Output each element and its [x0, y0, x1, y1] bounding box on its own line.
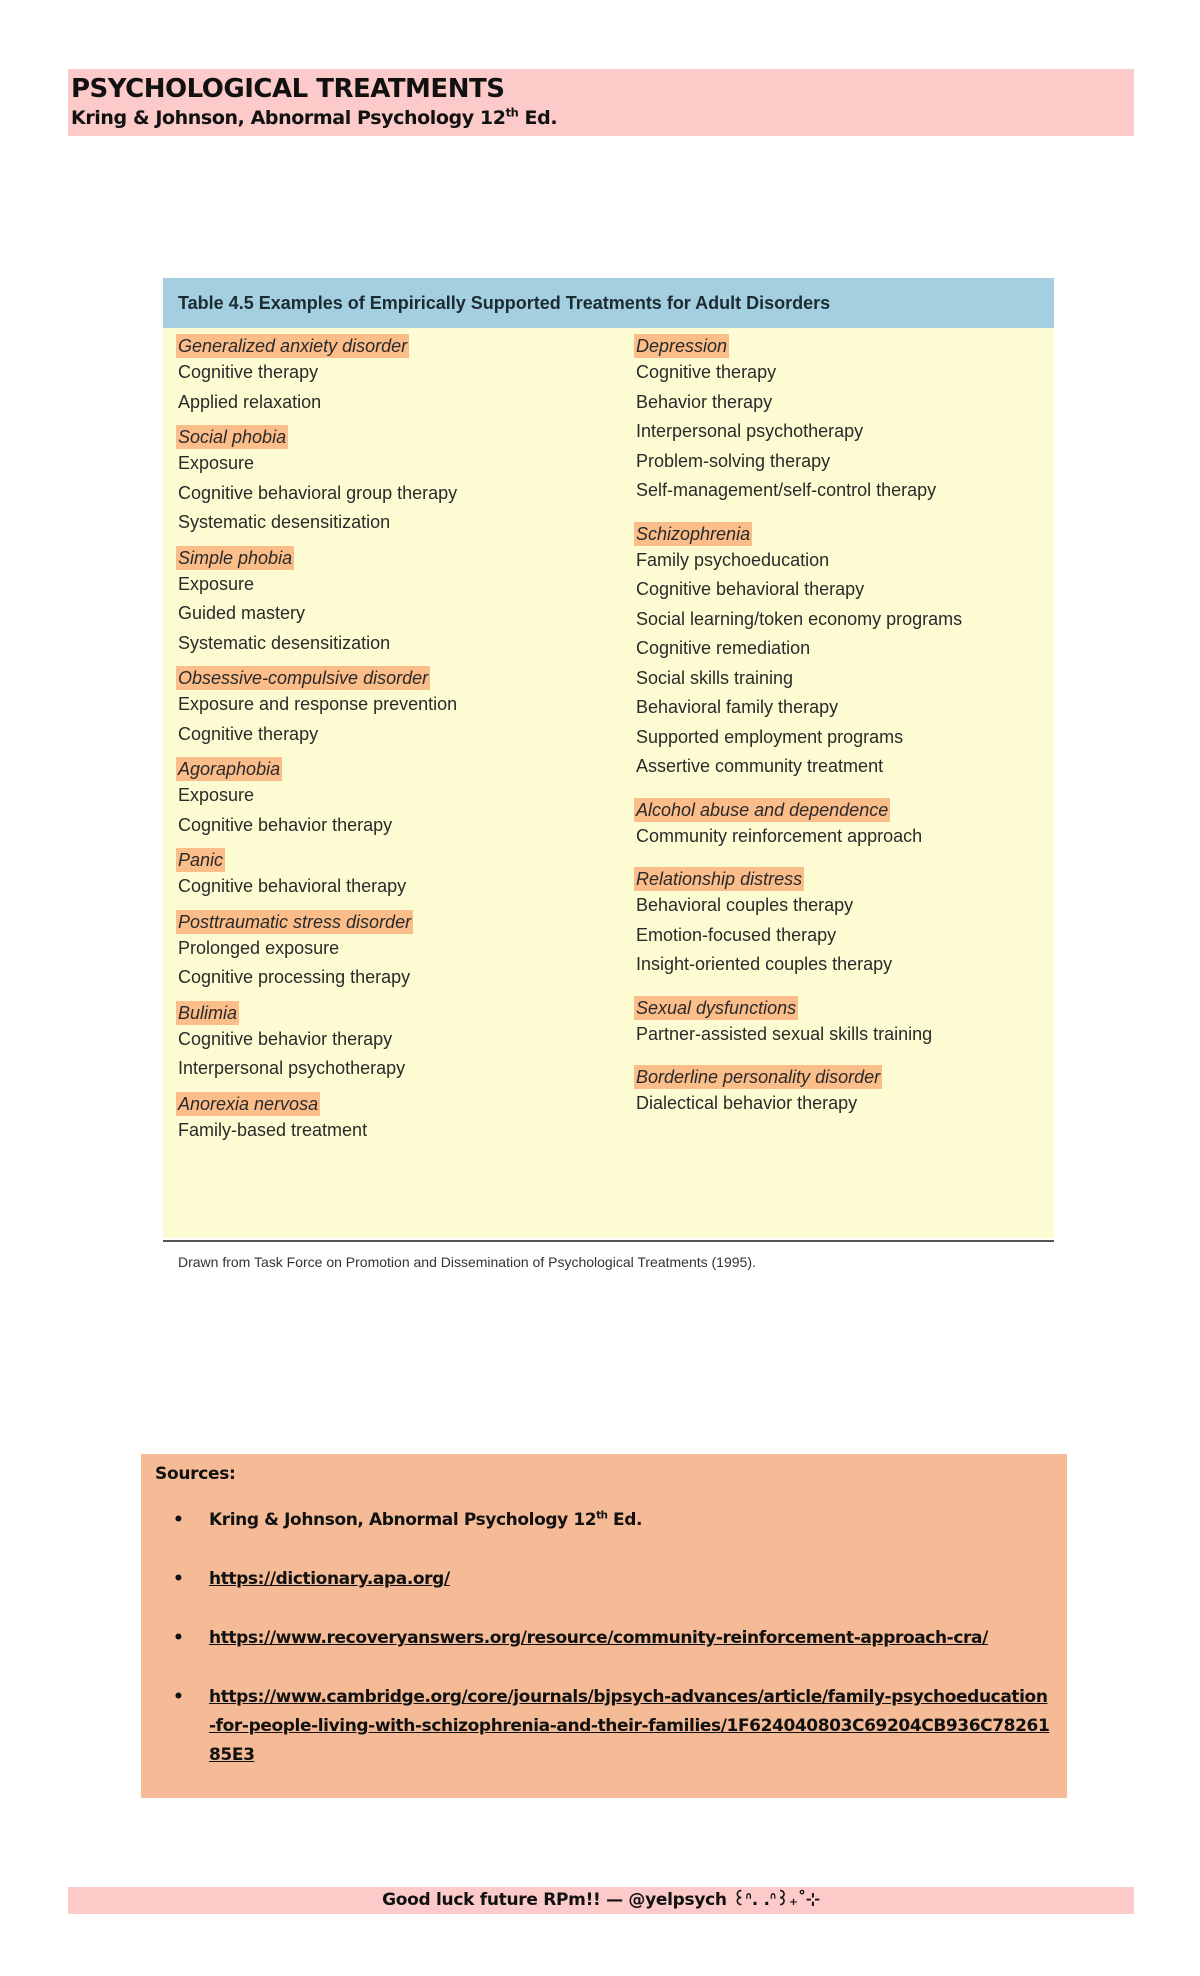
sources-box: [141, 1454, 1067, 1798]
treatment-item: Cognitive behavioral group therapy: [178, 482, 458, 503]
treatment-item: Cognitive behavioral therapy: [636, 579, 865, 599]
treatment-item: Behavioral family therapy: [636, 697, 839, 717]
treatment-item: Cognitive processing therapy: [178, 967, 411, 987]
treatment-item: Self-management/self-control therapy: [636, 480, 937, 500]
treatment-item: Cognitive behavior therapy: [178, 1028, 393, 1049]
source-link-cambridge[interactable]: https://www.cambridge.org/core/journals/bjpsych-advances/article/family-psychoeducation-for-people-living-with-schizophrenia-and-their-families/1F624040803C69204CB936C7826185E3: [209, 1687, 1050, 1765]
disorder-category: Alcohol abuse and dependence: [636, 799, 889, 820]
disorder-group: [178, 848, 618, 902]
treatment-item: Systematic desensitization: [178, 632, 391, 653]
disorder-group: [178, 334, 618, 417]
treatment-item: Cognitive remediation: [636, 638, 811, 658]
page-subtitle: [71, 105, 1130, 131]
disorder-category: Anorexia nervosa: [178, 1093, 319, 1114]
disorder-category: Panic: [178, 850, 224, 870]
treatment-item: Assertive community treatment: [636, 756, 884, 776]
disorder-category: Borderline personality disorder: [636, 1067, 881, 1087]
source-item-link: [209, 1683, 1053, 1770]
left-column: [178, 334, 618, 1153]
treatment-item: Cognitive therapy: [636, 362, 777, 382]
disorder-group: [178, 757, 618, 840]
disorder-group: [178, 666, 618, 749]
treatment-item: Exposure: [178, 453, 255, 473]
disorder-group: [178, 910, 618, 993]
treatment-item: Insight-oriented couples therapy: [636, 954, 893, 974]
treatment-item: Cognitive therapy: [178, 723, 319, 744]
treatment-item: Interpersonal psychotherapy: [636, 421, 864, 441]
treatment-item: Partner-assisted sexual skills training: [636, 1023, 933, 1044]
disorder-category: Depression: [636, 336, 728, 356]
disorder-category: Agoraphobia: [178, 759, 281, 779]
page-footer: Good luck future RPm!! — @yelpsych ꒰ᐢ. .ᐢ꒱₊˚⊹: [68, 1887, 1134, 1914]
treatment-item: Cognitive behavior therapy: [178, 814, 393, 835]
disorder-category: Social phobia: [178, 427, 287, 447]
treatment-item: Family psychoeducation: [636, 549, 830, 570]
treatment-item: Guided mastery: [178, 603, 306, 623]
disorder-group: [636, 996, 1046, 1050]
disorder-group: [636, 867, 1046, 980]
disorder-category: Sexual dysfunctions: [636, 997, 797, 1018]
sources-label: Sources:: [155, 1464, 236, 1484]
subtitle-edition: Ed.: [518, 107, 558, 129]
treatment-item: Systematic desensitization: [178, 512, 391, 532]
disorder-group: [636, 334, 1046, 506]
treatment-item: Exposure and response prevention: [178, 694, 458, 714]
page-header: [68, 69, 1134, 136]
table-divider: [163, 1240, 1054, 1242]
treatment-item: Supported employment programs: [636, 726, 904, 747]
treatment-item: Social skills training: [636, 667, 794, 688]
source-link-apa[interactable]: https://dictionary.apa.org/: [209, 1569, 450, 1589]
treatment-item: Interpersonal psychotherapy: [178, 1058, 406, 1078]
source-book-text: Kring & Johnson, Abnormal Psychology 12: [209, 1510, 597, 1530]
treatment-item: Prolonged exposure: [178, 937, 340, 958]
treatments-table: [163, 278, 1054, 1270]
disorder-category: Schizophrenia: [636, 523, 751, 544]
treatment-item: Community reinforcement approach: [636, 825, 923, 846]
source-item-link: [209, 1624, 1053, 1653]
disorder-category: Bulimia: [178, 1002, 238, 1023]
sources-list: [155, 1506, 1053, 1770]
treatment-item: Dialectical behavior therapy: [636, 1093, 858, 1113]
treatment-item: Problem-solving therapy: [636, 450, 831, 471]
disorder-group: [636, 1065, 1046, 1119]
disorder-category: Obsessive-compulsive disorder: [178, 668, 429, 688]
treatment-item: Behavioral couples therapy: [636, 895, 854, 915]
right-column: [636, 334, 1046, 1135]
source-book-edition: Ed.: [607, 1510, 643, 1530]
disorder-group: [178, 1001, 618, 1084]
table-footnote: Drawn from Task Force on Promotion and Dissemination of Psychological Treatments (1995).: [178, 1254, 756, 1270]
disorder-category: Relationship distress: [636, 869, 803, 889]
treatment-item: Emotion-focused therapy: [636, 924, 837, 945]
table-title: Table 4.5 Examples of Empirically Supported Treatments for Adult Disorders: [163, 278, 1054, 328]
treatment-item: Cognitive behavioral therapy: [178, 876, 407, 896]
disorder-category: Generalized anxiety disorder: [178, 336, 408, 356]
disorder-group: [178, 425, 618, 538]
source-item-link: [209, 1565, 1053, 1594]
treatment-item: Applied relaxation: [178, 391, 322, 412]
source-link-recoveryanswers[interactable]: https://www.recoveryanswers.org/resource/community-reinforcement-approach-cra/: [209, 1628, 988, 1648]
disorder-group: [178, 546, 618, 659]
source-item-book: [209, 1506, 1053, 1535]
disorder-category: Simple phobia: [178, 547, 293, 568]
disorder-group: [178, 1092, 618, 1146]
disorder-category: Posttraumatic stress disorder: [178, 911, 412, 932]
subtitle-superscript: th: [505, 105, 519, 120]
table-body: [163, 328, 1054, 1270]
page-title: PSYCHOLOGICAL TREATMENTS: [71, 74, 505, 104]
source-book-superscript: th: [596, 1510, 608, 1522]
treatment-item: Behavior therapy: [636, 391, 773, 412]
subtitle-text: Kring & Johnson, Abnormal Psychology 12: [71, 107, 506, 129]
treatment-item: Family-based treatment: [178, 1119, 368, 1140]
treatment-item: Social learning/token economy programs: [636, 608, 963, 629]
disorder-group: [636, 798, 1046, 852]
treatment-item: Exposure: [178, 785, 255, 805]
treatment-item: Cognitive therapy: [178, 362, 319, 382]
disorder-group: [636, 522, 1046, 782]
treatment-item: Exposure: [178, 573, 255, 594]
